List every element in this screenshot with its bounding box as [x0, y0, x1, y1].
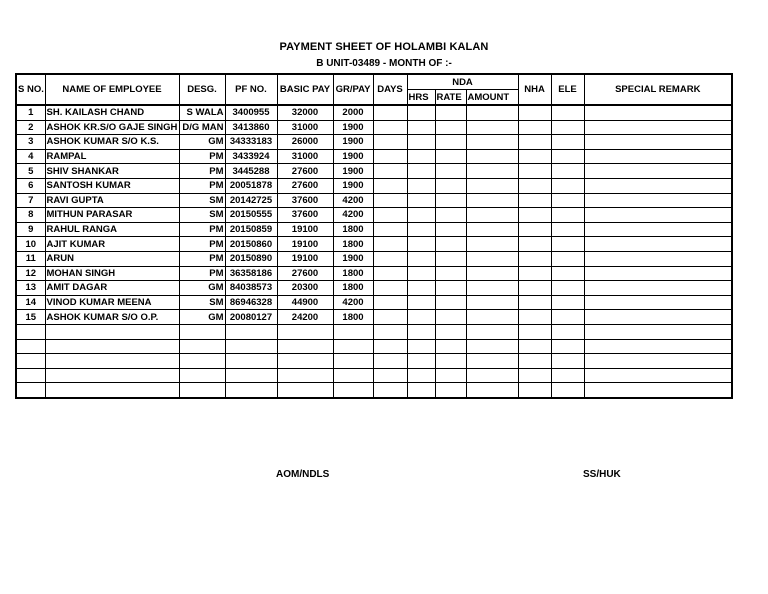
cell-grpay: 2000	[333, 105, 373, 120]
cell-empty	[584, 383, 732, 398]
cell-empty	[466, 368, 518, 383]
cell-empty	[551, 339, 584, 354]
cell-empty	[373, 295, 407, 310]
cell-empty	[407, 208, 435, 223]
cell-empty	[466, 120, 518, 135]
cell-empty	[584, 251, 732, 266]
cell-basic: 27600	[277, 178, 333, 193]
cell-empty	[225, 368, 277, 383]
cell-desg: PM	[179, 178, 225, 193]
cell-pf: 20142725	[225, 193, 277, 208]
cell-sno: 4	[16, 149, 45, 164]
cell-empty	[373, 324, 407, 339]
header-sno: S NO.	[16, 74, 45, 105]
cell-empty	[466, 324, 518, 339]
cell-empty	[333, 339, 373, 354]
cell-empty	[435, 368, 466, 383]
cell-empty	[584, 237, 732, 252]
cell-empty	[551, 193, 584, 208]
cell-empty	[45, 324, 179, 339]
cell-empty	[551, 295, 584, 310]
cell-empty	[518, 383, 551, 398]
cell-empty	[466, 383, 518, 398]
cell-grpay: 1900	[333, 149, 373, 164]
cell-grpay: 4200	[333, 193, 373, 208]
cell-grpay: 1800	[333, 266, 373, 281]
cell-empty	[518, 310, 551, 325]
cell-empty	[584, 310, 732, 325]
cell-empty	[225, 324, 277, 339]
cell-empty	[584, 222, 732, 237]
cell-basic: 27600	[277, 266, 333, 281]
header-ele: ELE	[551, 74, 584, 105]
cell-empty	[407, 281, 435, 296]
table-row	[16, 251, 732, 266]
cell-sno: 2	[16, 120, 45, 135]
cell-empty	[435, 310, 466, 325]
header-amount: AMOUNT	[466, 90, 518, 106]
cell-basic: 26000	[277, 135, 333, 150]
cell-empty	[407, 368, 435, 383]
cell-empty	[466, 281, 518, 296]
cell-empty	[466, 208, 518, 223]
cell-name: RAMPAL	[45, 149, 179, 164]
page-title: PAYMENT SHEET OF HOLAMBI KALAN	[279, 41, 489, 53]
cell-empty	[466, 295, 518, 310]
cell-desg: S WALA	[179, 105, 225, 120]
cell-empty	[435, 208, 466, 223]
cell-empty	[551, 237, 584, 252]
cell-empty	[551, 178, 584, 193]
cell-empty	[16, 339, 45, 354]
cell-empty	[16, 383, 45, 398]
cell-empty	[551, 354, 584, 369]
cell-empty	[466, 193, 518, 208]
cell-grpay: 4200	[333, 208, 373, 223]
header-name: NAME OF EMPLOYEE	[45, 74, 179, 105]
cell-empty	[518, 135, 551, 150]
table-row	[16, 178, 732, 193]
cell-name: RAVI GUPTA	[45, 193, 179, 208]
cell-empty	[435, 237, 466, 252]
cell-empty	[373, 368, 407, 383]
header-basic-pay: BASIC PAY	[277, 74, 333, 105]
cell-empty	[435, 251, 466, 266]
cell-empty	[333, 368, 373, 383]
cell-grpay: 1800	[333, 310, 373, 325]
cell-empty	[373, 339, 407, 354]
cell-empty	[518, 295, 551, 310]
cell-desg: GM	[179, 310, 225, 325]
cell-empty	[407, 324, 435, 339]
cell-empty	[584, 178, 732, 193]
cell-grpay: 4200	[333, 295, 373, 310]
cell-empty	[407, 354, 435, 369]
cell-empty	[277, 339, 333, 354]
cell-empty	[551, 324, 584, 339]
header-rate: RATE	[435, 90, 466, 106]
cell-basic: 37600	[277, 208, 333, 223]
cell-name: AJIT KUMAR	[45, 237, 179, 252]
cell-sno: 9	[16, 222, 45, 237]
cell-empty	[518, 178, 551, 193]
cell-empty	[373, 237, 407, 252]
cell-desg: SM	[179, 208, 225, 223]
cell-empty	[466, 178, 518, 193]
cell-pf: 3433924	[225, 149, 277, 164]
header-special-remark: SPECIAL REMARK	[584, 74, 732, 105]
cell-sno: 15	[16, 310, 45, 325]
cell-empty	[333, 324, 373, 339]
cell-empty	[584, 135, 732, 150]
cell-sno: 14	[16, 295, 45, 310]
header-nda: NDA	[407, 74, 518, 90]
cell-grpay: 1800	[333, 281, 373, 296]
cell-pf: 36358186	[225, 266, 277, 281]
cell-pf: 86946328	[225, 295, 277, 310]
header-days: DAYS	[373, 74, 407, 105]
table-row	[16, 135, 732, 150]
signature-ss: SS/HUK	[583, 469, 621, 480]
cell-name: RAHUL RANGA	[45, 222, 179, 237]
header-hrs: HRS	[407, 90, 435, 106]
cell-grpay: 1900	[333, 178, 373, 193]
cell-empty	[435, 149, 466, 164]
cell-empty	[518, 354, 551, 369]
cell-pf: 20150859	[225, 222, 277, 237]
table-row	[16, 164, 732, 179]
cell-empty	[407, 251, 435, 266]
cell-desg: PM	[179, 237, 225, 252]
cell-grpay: 1900	[333, 120, 373, 135]
cell-empty	[466, 105, 518, 120]
cell-name: ASHOK KUMAR S/O K.S.	[45, 135, 179, 150]
cell-empty	[518, 281, 551, 296]
cell-desg: SM	[179, 295, 225, 310]
table-row	[16, 193, 732, 208]
cell-grpay: 1900	[333, 135, 373, 150]
table-row	[16, 295, 732, 310]
cell-empty	[373, 149, 407, 164]
cell-basic: 32000	[277, 105, 333, 120]
cell-name: SHIV SHANKAR	[45, 164, 179, 179]
cell-empty	[407, 178, 435, 193]
cell-empty	[407, 383, 435, 398]
cell-empty	[333, 383, 373, 398]
cell-empty	[373, 208, 407, 223]
cell-desg: D/G MAN	[179, 120, 225, 135]
cell-empty	[407, 266, 435, 281]
cell-empty	[584, 354, 732, 369]
cell-empty	[373, 164, 407, 179]
table-row	[16, 208, 732, 223]
cell-empty	[466, 164, 518, 179]
cell-empty	[584, 193, 732, 208]
header-gr-pay: GR/PAY	[333, 74, 373, 105]
cell-empty	[435, 164, 466, 179]
cell-pf: 20150860	[225, 237, 277, 252]
cell-sno: 13	[16, 281, 45, 296]
cell-empty	[551, 310, 584, 325]
cell-empty	[277, 383, 333, 398]
cell-empty	[333, 354, 373, 369]
cell-sno: 8	[16, 208, 45, 223]
cell-name: ASHOK KUMAR S/O O.P.	[45, 310, 179, 325]
cell-desg: GM	[179, 281, 225, 296]
cell-empty	[551, 120, 584, 135]
cell-empty	[435, 354, 466, 369]
cell-basic: 19100	[277, 237, 333, 252]
cell-empty	[45, 354, 179, 369]
cell-empty	[551, 135, 584, 150]
cell-empty	[16, 324, 45, 339]
cell-empty	[466, 339, 518, 354]
cell-empty	[466, 251, 518, 266]
cell-empty	[179, 368, 225, 383]
cell-empty	[551, 383, 584, 398]
cell-empty	[584, 105, 732, 120]
cell-empty	[407, 339, 435, 354]
cell-empty	[518, 208, 551, 223]
table-row	[16, 310, 732, 325]
cell-name: SH. KAILASH CHAND	[45, 105, 179, 120]
cell-basic: 31000	[277, 120, 333, 135]
cell-empty	[373, 383, 407, 398]
cell-empty	[16, 354, 45, 369]
cell-empty	[435, 105, 466, 120]
cell-pf: 34333183	[225, 135, 277, 150]
cell-sno: 11	[16, 251, 45, 266]
cell-empty	[551, 208, 584, 223]
cell-empty	[373, 105, 407, 120]
cell-empty	[373, 222, 407, 237]
cell-sno: 6	[16, 178, 45, 193]
cell-empty	[466, 266, 518, 281]
cell-empty	[373, 354, 407, 369]
cell-empty	[551, 164, 584, 179]
cell-pf: 84038573	[225, 281, 277, 296]
cell-desg: PM	[179, 149, 225, 164]
cell-empty	[466, 354, 518, 369]
cell-pf: 20051878	[225, 178, 277, 193]
cell-empty	[584, 295, 732, 310]
cell-name: AMIT DAGAR	[45, 281, 179, 296]
blank-row	[16, 324, 732, 339]
cell-empty	[518, 251, 551, 266]
cell-grpay: 1900	[333, 251, 373, 266]
cell-empty	[584, 149, 732, 164]
cell-empty	[407, 193, 435, 208]
cell-basic: 20300	[277, 281, 333, 296]
cell-grpay: 1800	[333, 237, 373, 252]
table-row	[16, 120, 732, 135]
cell-empty	[45, 368, 179, 383]
blank-row	[16, 383, 732, 398]
cell-empty	[277, 368, 333, 383]
cell-empty	[518, 193, 551, 208]
cell-basic: 19100	[277, 222, 333, 237]
signature-aom: AOM/NDLS	[276, 469, 330, 480]
cell-empty	[179, 354, 225, 369]
blank-row	[16, 354, 732, 369]
cell-empty	[407, 105, 435, 120]
cell-empty	[435, 295, 466, 310]
cell-empty	[407, 237, 435, 252]
table-row	[16, 281, 732, 296]
cell-empty	[435, 120, 466, 135]
cell-empty	[551, 368, 584, 383]
cell-empty	[518, 105, 551, 120]
header-desg: DESG.	[179, 74, 225, 105]
cell-empty	[518, 120, 551, 135]
cell-empty	[466, 135, 518, 150]
cell-empty	[435, 193, 466, 208]
cell-empty	[225, 354, 277, 369]
table-row	[16, 237, 732, 252]
cell-empty	[551, 149, 584, 164]
cell-empty	[179, 324, 225, 339]
cell-empty	[407, 222, 435, 237]
cell-empty	[407, 149, 435, 164]
cell-empty	[435, 339, 466, 354]
blank-row	[16, 339, 732, 354]
payment-table	[15, 73, 733, 399]
cell-empty	[584, 368, 732, 383]
cell-empty	[518, 222, 551, 237]
cell-name: MOHAN SINGH	[45, 266, 179, 281]
cell-empty	[518, 149, 551, 164]
cell-empty	[584, 208, 732, 223]
cell-sno: 5	[16, 164, 45, 179]
cell-pf: 20150890	[225, 251, 277, 266]
cell-sno: 7	[16, 193, 45, 208]
cell-pf: 20150555	[225, 208, 277, 223]
cell-empty	[435, 383, 466, 398]
cell-empty	[373, 310, 407, 325]
cell-empty	[45, 339, 179, 354]
cell-name: ARUN	[45, 251, 179, 266]
cell-empty	[518, 339, 551, 354]
cell-empty	[435, 222, 466, 237]
cell-empty	[551, 222, 584, 237]
cell-basic: 27600	[277, 164, 333, 179]
cell-name: VINOD KUMAR MEENA	[45, 295, 179, 310]
cell-empty	[407, 310, 435, 325]
cell-empty	[179, 339, 225, 354]
cell-empty	[435, 266, 466, 281]
cell-empty	[518, 237, 551, 252]
table-row	[16, 105, 732, 120]
cell-empty	[225, 383, 277, 398]
cell-pf: 3400955	[225, 105, 277, 120]
cell-desg: PM	[179, 164, 225, 179]
cell-empty	[435, 178, 466, 193]
cell-basic: 44900	[277, 295, 333, 310]
cell-empty	[551, 266, 584, 281]
cell-empty	[435, 324, 466, 339]
cell-empty	[373, 251, 407, 266]
cell-empty	[551, 251, 584, 266]
cell-basic: 24200	[277, 310, 333, 325]
cell-name: ASHOK KR.S/O GAJE SINGH	[46, 121, 178, 133]
cell-empty	[373, 120, 407, 135]
cell-grpay: 1900	[333, 164, 373, 179]
cell-sno: 10	[16, 237, 45, 252]
page-subtitle: B UNIT-03489 - MONTH OF :-	[316, 58, 452, 69]
cell-sno: 3	[16, 135, 45, 150]
cell-empty	[277, 324, 333, 339]
cell-basic: 19100	[277, 251, 333, 266]
cell-desg: PM	[179, 266, 225, 281]
cell-desg: PM	[179, 222, 225, 237]
cell-empty	[518, 266, 551, 281]
header-pf: PF NO.	[225, 74, 277, 105]
cell-empty	[584, 266, 732, 281]
cell-empty	[584, 339, 732, 354]
cell-empty	[435, 135, 466, 150]
cell-empty	[551, 105, 584, 120]
cell-pf: 20080127	[225, 310, 277, 325]
cell-empty	[407, 164, 435, 179]
cell-empty	[466, 149, 518, 164]
cell-empty	[466, 237, 518, 252]
cell-empty	[407, 135, 435, 150]
header-nha: NHA	[518, 74, 551, 105]
cell-empty	[518, 368, 551, 383]
cell-basic: 31000	[277, 149, 333, 164]
cell-empty	[551, 281, 584, 296]
cell-empty	[373, 135, 407, 150]
table-row	[16, 149, 732, 164]
cell-empty	[179, 383, 225, 398]
cell-sno: 12	[16, 266, 45, 281]
cell-empty	[373, 178, 407, 193]
blank-row	[16, 368, 732, 383]
cell-empty	[373, 193, 407, 208]
cell-desg: PM	[179, 251, 225, 266]
table-row	[16, 222, 732, 237]
cell-empty	[584, 120, 732, 135]
cell-empty	[518, 164, 551, 179]
cell-desg: GM	[179, 135, 225, 150]
cell-empty	[45, 383, 179, 398]
cell-empty	[277, 354, 333, 369]
cell-empty	[373, 266, 407, 281]
cell-empty	[407, 295, 435, 310]
cell-empty	[584, 324, 732, 339]
cell-pf: 3445288	[225, 164, 277, 179]
cell-desg: SM	[179, 193, 225, 208]
cell-sno: 1	[16, 105, 45, 120]
cell-grpay: 1800	[333, 222, 373, 237]
cell-empty	[373, 281, 407, 296]
cell-empty	[518, 324, 551, 339]
cell-empty	[584, 281, 732, 296]
cell-empty	[435, 281, 466, 296]
cell-empty	[407, 120, 435, 135]
cell-empty	[466, 222, 518, 237]
cell-name: SANTOSH KUMAR	[45, 178, 179, 193]
cell-name: MITHUN PARASAR	[45, 208, 179, 223]
cell-basic: 37600	[277, 193, 333, 208]
cell-empty	[225, 339, 277, 354]
cell-empty	[466, 310, 518, 325]
cell-empty	[584, 164, 732, 179]
cell-empty	[16, 368, 45, 383]
cell-pf: 3413860	[225, 120, 277, 135]
table-row	[16, 266, 732, 281]
